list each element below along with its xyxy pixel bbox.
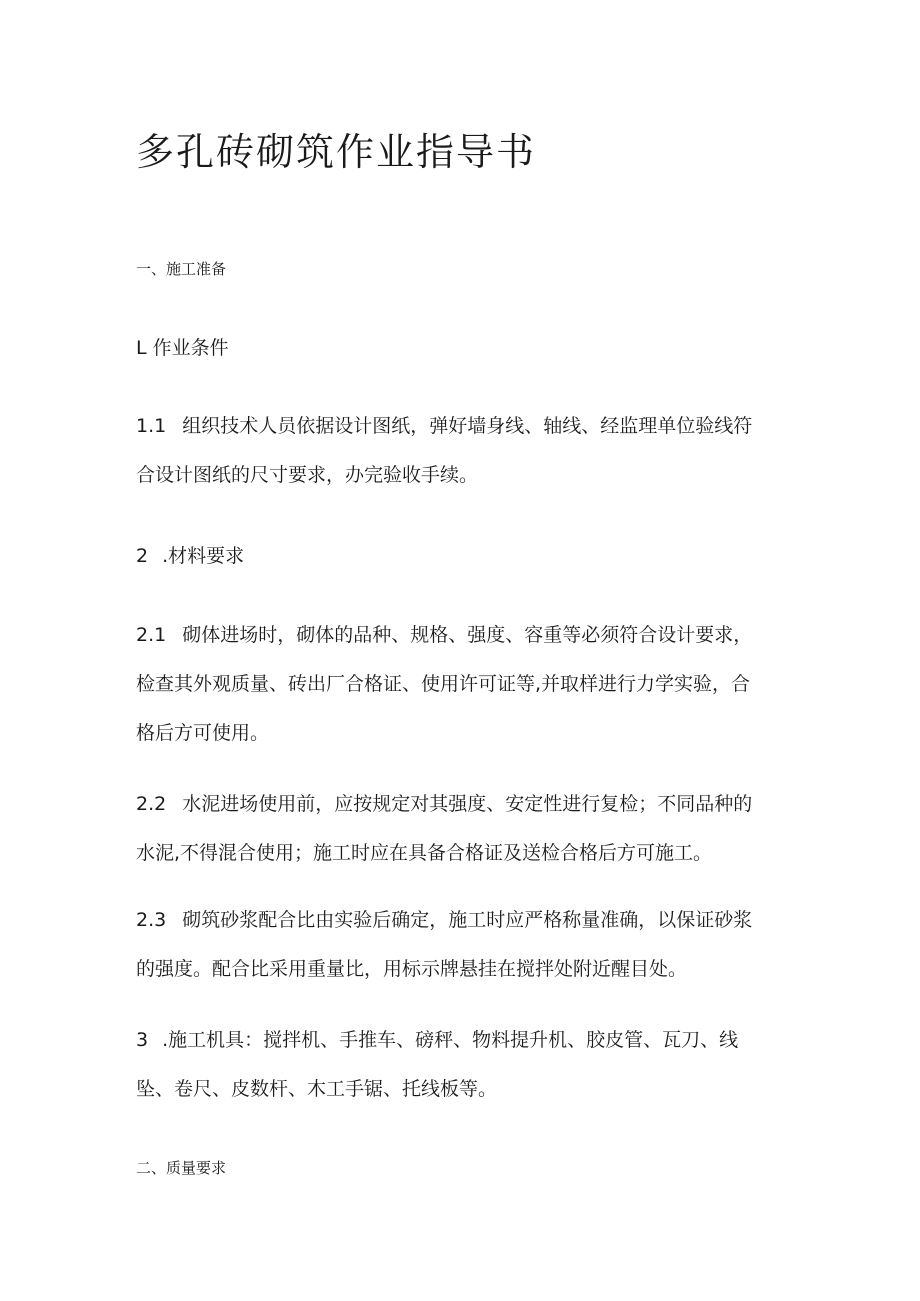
heading-text: .材料要求 bbox=[162, 545, 245, 567]
paragraph-2-2-line-1 bbox=[136, 790, 752, 818]
paragraph-number: 2.3 bbox=[136, 909, 167, 931]
paragraph-3-line-2: 坠、卷尺、皮数杆、木工手锯、托线板等。 bbox=[136, 1078, 498, 1100]
paragraph-number: 1.1 bbox=[136, 415, 167, 437]
paragraph-number: 2 bbox=[136, 545, 149, 567]
paragraph-2-1-line-2: 检查其外观质量、砖出厂合格证、使用许可证等,并取样进行力学实验，合 bbox=[136, 673, 751, 695]
paragraph-text: 组织技术人员依据设计图纸，弹好墙身线、轴线、经监理单位验线符 bbox=[182, 415, 753, 437]
paragraph-number: 2.2 bbox=[136, 793, 167, 815]
paragraph-number: 3 bbox=[136, 1029, 149, 1051]
subheading-material-requirements bbox=[136, 542, 244, 570]
paragraph-2-3-line-1 bbox=[136, 906, 752, 934]
paragraph-1-1-line-2: 合设计图纸的尺寸要求，办完验收手续。 bbox=[136, 464, 479, 486]
document-title: 多孔砖砌筑作业指导书 bbox=[136, 130, 537, 174]
paragraph-3-line-1 bbox=[136, 1026, 738, 1054]
paragraph-number: 2.1 bbox=[136, 624, 167, 646]
paragraph-text: 砌体进场时，砌体的品种、规格、强度、容重等必须符合设计要求， bbox=[182, 624, 753, 646]
section-heading-quality: 二、质量要求 bbox=[136, 1159, 227, 1177]
paragraph-2-3-line-2: 的强度。配合比采用重量比，用标示牌悬挂在搅拌处附近醒目处。 bbox=[136, 958, 688, 980]
paragraph-2-2-line-2: 水泥,不得混合使用；施工时应在具备合格证及送检合格后方可施工。 bbox=[136, 842, 713, 864]
paragraph-text: 水泥进场使用前，应按规定对其强度、安定性进行复检；不同品种的 bbox=[182, 793, 753, 815]
paragraph-text: .施工机具：搅拌机、手推车、磅秤、物料提升机、胶皮管、瓦刀、线 bbox=[162, 1029, 739, 1051]
section-heading-preparation: 一、施工准备 bbox=[136, 260, 227, 278]
paragraph-2-1-line-1 bbox=[136, 621, 752, 649]
paragraph-1-1-line-1 bbox=[136, 412, 752, 440]
paragraph-2-1-line-3: 格后方可使用。 bbox=[136, 722, 270, 744]
paragraph-text: 砌筑砂浆配合比由实验后确定，施工时应严格称量准确，以保证砂浆 bbox=[182, 909, 753, 931]
subheading-work-conditions: L 作业条件 bbox=[136, 337, 229, 359]
